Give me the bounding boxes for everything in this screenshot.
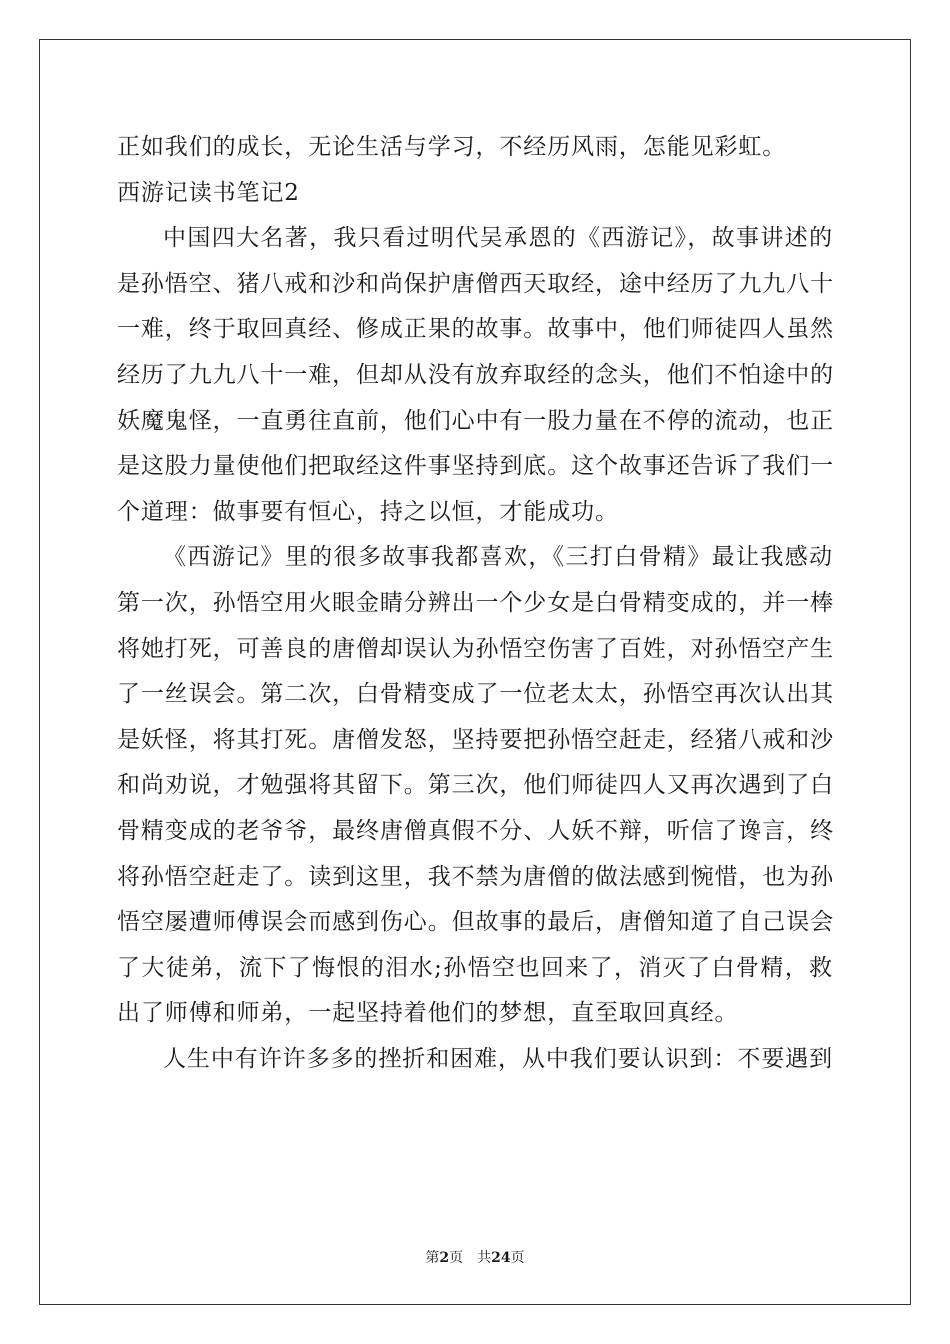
paragraph-line: 和尚劝说，才勉强将其留下。第三次，他们师徒四人又再次遇到了白 [117,772,834,799]
paragraph-line: 是这股力量使他们把取经这件事坚持到底。这个故事还告诉了我们一 [117,453,834,480]
page-number: 2 [439,1250,450,1266]
page-footer [0,1247,950,1267]
document-body [117,125,833,1082]
paragraph-line: 第一次，孙悟空用火眼金睛分辨出一个少女是白骨精变成的，并一棒 [117,589,834,616]
paragraph-line: 《西游记》里的很多故事我都喜欢，《三打白骨精》最让我感动 [163,544,833,571]
page-prefix: 第 [425,1250,440,1266]
paragraph-line: 中国四大名著，我只看过明代吴承恩的《西游记》，故事讲述的 [163,225,833,252]
paragraph-line: 经历了九九八十一难，但却从没有放弃取经的念头，他们不怕途中的 [117,361,834,388]
paragraph-line: 人生中有许许多多的挫折和困难，从中我们要认识到：不要遇到 [163,1045,833,1072]
total-suffix: 页 [510,1250,525,1266]
paragraph-line: 个道理：做事要有恒心，持之以恒，才能成功。 [117,498,619,525]
paragraph-line: 将她打死，可善良的唐僧却误认为孙悟空伤害了百姓，对孙悟空产生 [117,635,834,662]
paragraph-line: 出了师傅和师弟，一起坚持着他们的梦想，直至取回真经。 [117,1000,739,1027]
total-prefix: 共 [477,1250,492,1266]
text-line: 正如我们的成长，无论生活与学习，不经历风雨，怎能见彩虹。 [117,134,787,160]
paragraph-line: 了一丝误会。第二次，白骨精变成了一位老太太，孙悟空再次认出其 [117,681,834,708]
paragraph-line: 妖魔鬼怪，一直勇往直前，他们心中有一股力量在不停的流动，也正 [117,407,834,434]
paragraph-line: 将孙悟空赶走了。读到这里，我不禁为唐僧的做法感到惋惜，也为孙 [117,863,834,890]
section-heading: 西游记读书笔记2 [117,179,300,206]
paragraph-line: 是孙悟空、猪八戒和沙和尚保护唐僧西天取经，途中经历了九九八十 [117,270,834,297]
paragraph-line: 了大徒弟，流下了悔恨的泪水;孙悟空也回来了，消灭了白骨精，救 [117,954,833,981]
paragraph-line: 是妖怪，将其打死。唐僧发怒，坚持要把孙悟空赶走，经猪八戒和沙 [117,726,834,753]
paragraph-line: 悟空屡遭师傅误会而感到伤心。但故事的最后，唐僧知道了自己误会 [117,909,834,936]
page-suffix: 页 [449,1250,464,1266]
paragraph-line: 一难，终于取回真经、修成正果的故事。故事中，他们师徒四人虽然 [117,316,834,343]
paragraph-line: 骨精变成的老爷爷，最终唐僧真假不分、人妖不辩，听信了谗言，终 [117,817,834,844]
total-pages: 24 [491,1250,511,1266]
